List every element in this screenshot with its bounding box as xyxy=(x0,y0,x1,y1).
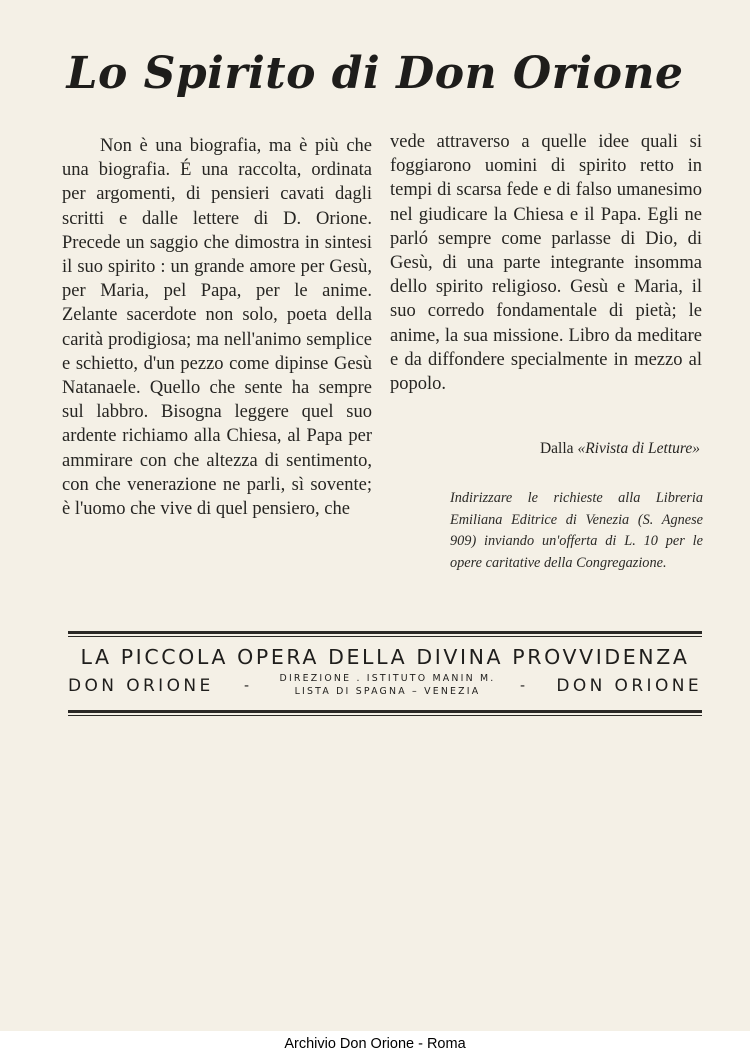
left-paragraph: Non è una biografia, ma è più che una biografia. É una raccolta, ordinata per argomenti, di pensieri cavati dagli scritti e dalle lettere di D. Orione. Precede un saggio che dimostra in sintesi il suo spirito : un grande amore per Gesù, per Maria, pel Papa, per le anime. Zelante sacerdote non solo, poeta della carità prodigiosa; ma nell'animo semplice e schietto, d'un pezzo come dipinse Gesù Natanaele. Quello che sente ha sempre sul labbro. Bisogna leggere quel suo ardente richiamo alla Chiesa, al Papa per ammirare con che altezza di sentimento, con che venerazione ne parli, sì sovente; è l'uomo che vive di quel pensiero, che xyxy=(62,136,372,520)
source-publication: «Rivista di Letture» xyxy=(577,440,700,457)
source-citation xyxy=(390,440,700,458)
banner-top-rule-thin xyxy=(68,636,702,637)
separator-dash-right: - xyxy=(520,678,526,694)
organization-name: LA PICCOLA OPERA DELLA DIVINA PROVVIDENZA xyxy=(80,645,690,669)
right-text-column xyxy=(390,130,702,396)
order-note: Indirizzare le richieste alla Libreria Emiliana Editrice di Venezia (S. Agnese 909) inviando un'offerta di L. 10 per le opere caritative della Congregazione. xyxy=(450,490,703,572)
address-line-2: LISTA DI SPAGNA – VENEZIA xyxy=(294,686,481,697)
page-title: Lo Spirito di Don Orione xyxy=(66,48,684,99)
banner-address xyxy=(260,672,515,698)
address-line-1: DIREZIONE . ISTITUTO MANIN M. xyxy=(279,673,496,684)
banner-bottom-rule-thin xyxy=(68,715,702,716)
separator-dash-left: - xyxy=(244,678,250,694)
don-orione-right: DON ORIONE xyxy=(556,676,702,696)
archive-footer: Archivio Don Orione - Roma xyxy=(0,1031,750,1057)
banner-signature-line xyxy=(68,670,702,704)
banner-top-rule xyxy=(68,631,702,634)
source-prefix: Dalla xyxy=(539,440,574,457)
don-orione-left: DON ORIONE xyxy=(68,676,214,696)
right-paragraph: vede attraverso a quelle idee quali si foggiarono uomini di spirito retto in tempi di scarsa fede e di falso umanesimo nel giudicare la Chiesa e il Papa. Egli ne parló sempre come parlasse di Dio, di Gesù, di una parte integrante insomma dello spirito religioso. Gesù e Maria, il suo corredo fondamentale di pietà; le anime, la sua missione. Libro da meditare e da diffondere specialmente in mezzo al popolo. xyxy=(390,132,702,395)
banner-bottom-rule xyxy=(68,710,702,713)
left-text-column xyxy=(62,134,372,521)
